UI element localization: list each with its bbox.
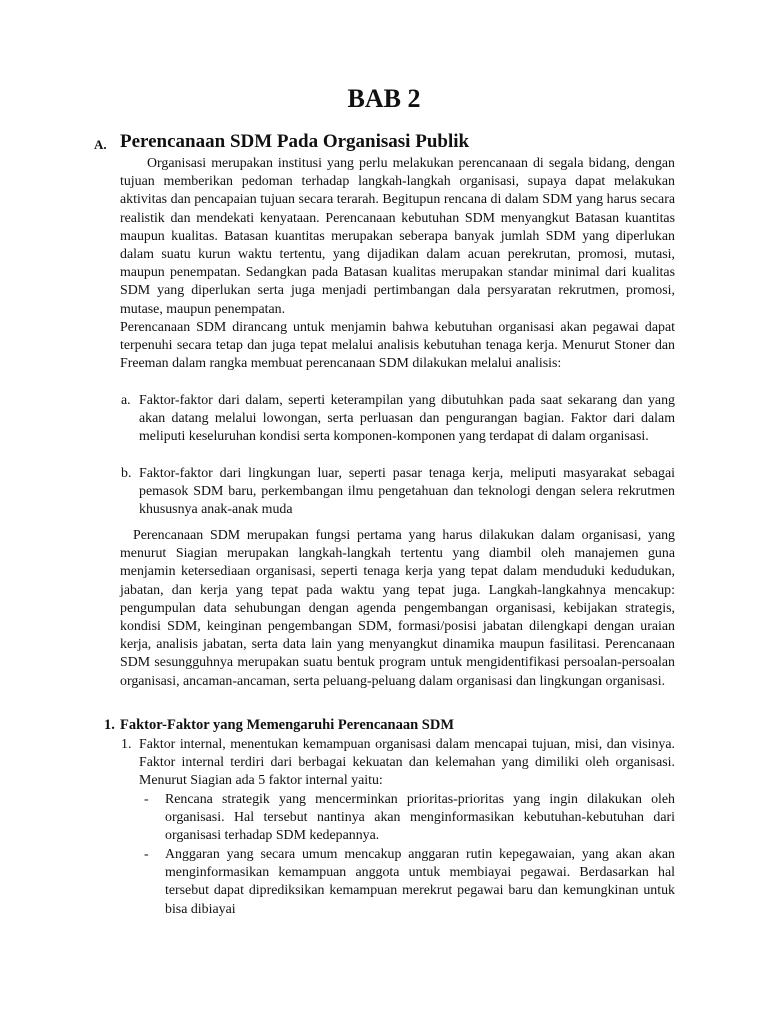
bullet-item-text: Anggaran yang secara umum mencakup anggaran rutin kepegawaian, yang akan akan menginformasikan kemampuan anggota untuk membiayai pegawai. Berdasarkan hal tersebut dapat diprediksikan kemampuan merekrut pegawai baru dan kemungkinan untuk bisa dibiayai [165,847,675,917]
numbered-item-text: Faktor internal, menentukan kemampuan organisasi dalam mencapai tujuan, misi, dan visinya. Faktor internal terdiri dari berbagai kekuatan dan kelemahan yang dimiliki oleh organisasi. Menurut Siagian ada 5 faktor internal yaitu: [139,737,675,789]
bullet-item-text: Rencana strategik yang mencerminkan prioritas-prioritas yang ingin dilakukan oleh organisasi. Hal tersebut nantinya akan menginformasikan kebutuhan-kebutuhan dari organisasi terhadap SDM kedepannya. [165,792,675,844]
subsection-title: Faktor-Faktor yang Memengaruhi Perencanaan SDM [120,717,455,733]
section-label: A. [94,137,107,152]
numbered-item-1 [121,736,675,791]
section-paragraph-3: Perencanaan SDM merupakan fungsi pertama yang harus dilakukan dalam organisasi, yang menurut Siagian merupakan langkah-langkah tertentu yang diambil oleh manajemen guna menjamin ketersediaan organisasi, seperti tenaga kerja yang tepat dalam menduduki kedudukan, jabatan, dan kerja yang tepat pada waktu yang tepat juga. Langkah-langkahnya mencakup: pengumpulan data sehubungan dengan agenda pengembangan organisasi, kebijakan strategis, kondisi SDM, keinginan pengembangan SDM, formasi/posisi jabatan dilengkapi dengan uraian kerja, analisis jabatan, serta data lain yang menyangkut dinamika maupun fasilitasi. Perencanaan SDM sesungguhnya merupakan suatu bentuk program untuk mengidentifikasi persoalan-persoalan organisasi, ancaman-ancaman, serta peluang-peluang dalam organisasi dan lingkungan organisasi. [120,528,675,689]
list-item-text: Faktor-faktor dari dalam, seperti keterampilan yang dibutuhkan pada saat sekarang dan yang akan datang melalui lowongan, serta perluasan dan pengurangan bagian. Faktor dari dalam meliputi keseluruhan kondisi serta komponen-komponen yang terdapat di dalam organisasi. [139,393,675,445]
bullet-item-1 [144,791,675,846]
bullet-marker: - [144,792,149,807]
section-paragraph-2: Perencanaan SDM dirancang untuk menjamin bahwa kebutuhan organisasi akan pegawai dapat terpenuhi secara tetap dan juga tepat melalui analisis kebutuhan tenaga kerja. Menurut Stoner dan Freeman dalam rangka membuat perencanaan SDM dilakukan melalui analisis: [120,320,675,372]
subsection-label: 1. [104,717,115,733]
chapter-title: BAB 2 [347,84,421,113]
bullet-item-2 [144,846,675,919]
list-marker: a. [121,393,131,408]
section-title: Perencanaan SDM Pada Organisasi Publik [120,131,470,152]
numbered-marker: 1. [121,737,132,752]
list-item-b [121,465,675,520]
list-item-text: Faktor-faktor dari lingkungan luar, seperti pasar tenaga kerja, meliputi masyarakat sebagai pemasok SDM baru, perkembangan ilmu pengetahuan dan teknologi dengan selera rekrutmen khususnya anak-anak muda [139,466,675,518]
section-paragraph-1: Organisasi merupakan institusi yang perlu melakukan perencanaan di segala bidang, dengan tujuan memberikan pedoman terhadap langkah-langkah organisasi, supaya dapat melakukan aktivitas dan pencapaian tujuan secara terarah. Begitupun rencana di dalam SDM yang harus secara realistik dan mendekati kenyataan. Perencanaan kebutuhan SDM menyangkut Batasan kuantitas maupun kualitas. Batasan kuantitas merupakan seberapa banyak jumlah SDM yang diperlukan dalam suatu kurun waktu tertentu, yang dijadikan dalam acuan perekrutan, promosi, mutasi, maupun penempatan. Sedangkan pada Batasan kualitas merupakan standar minimal dari kualitas SDM yang diperlukan serta juga menjadi pertimbangan dala persyaratan rekrutmen, promosi, mutase, maupun penempatan. [120,156,675,317]
list-item-a [121,392,675,447]
bullet-marker: - [144,847,149,862]
list-marker: b. [121,466,132,481]
